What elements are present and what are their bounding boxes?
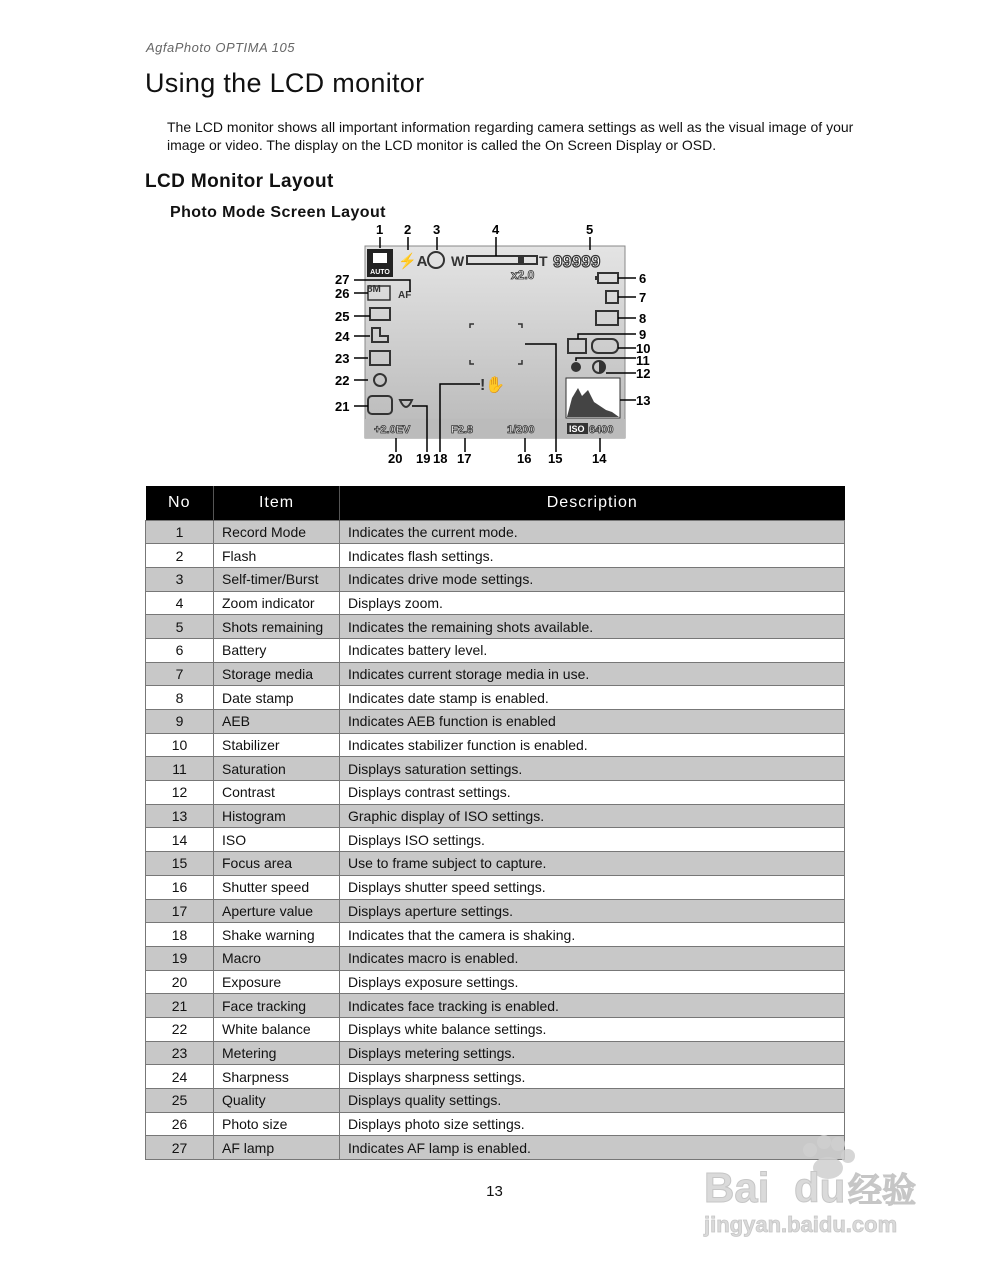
subsection-title: Photo Mode Screen Layout — [170, 204, 386, 221]
row-description: Indicates macro is enabled. — [340, 946, 845, 970]
row-no: 9 — [146, 710, 214, 734]
callout-21: 21 — [335, 399, 350, 414]
row-item: Zoom indicator — [214, 591, 340, 615]
row-description: Indicates the remaining shots available. — [340, 615, 845, 639]
watermark-brand2: du — [794, 1164, 846, 1211]
shutter-text: 1/200 — [507, 424, 535, 436]
callout-11: 11 — [636, 353, 650, 368]
osd-table — [145, 486, 845, 1160]
table-row — [146, 710, 845, 734]
table-row — [146, 520, 845, 544]
row-description: Displays sharpness settings. — [340, 1065, 845, 1089]
callout-27: 27 — [335, 272, 350, 287]
callout-3: 3 — [433, 222, 441, 237]
baidu-watermark — [700, 1130, 940, 1240]
row-no: 20 — [146, 970, 214, 994]
table-row — [146, 804, 845, 828]
table-row — [146, 994, 845, 1018]
row-description: Indicates stabilizer function is enabled. — [340, 733, 845, 757]
row-no: 12 — [146, 781, 214, 805]
row-no: 15 — [146, 852, 214, 876]
row-description: Indicates face tracking is enabled. — [340, 994, 845, 1018]
row-no: 21 — [146, 994, 214, 1018]
row-item: Contrast — [214, 781, 340, 805]
callout-10: 10 — [636, 341, 651, 356]
watermark-cn: 经验 — [848, 1172, 916, 1210]
row-item: Stabilizer — [214, 733, 340, 757]
callout-7: 7 — [639, 290, 647, 305]
table-row — [146, 638, 845, 662]
table-row — [146, 615, 845, 639]
af-lamp-text: AF — [398, 290, 412, 301]
table-row — [146, 733, 845, 757]
row-item: Battery — [214, 638, 340, 662]
row-description: Indicates drive mode settings. — [340, 567, 845, 591]
watermark-url: jingyan.baidu.com — [704, 1212, 898, 1237]
section-title: LCD Monitor Layout — [145, 171, 334, 192]
table-row — [146, 852, 845, 876]
row-description: Displays contrast settings. — [340, 781, 845, 805]
callout-8: 8 — [639, 311, 647, 326]
row-item: AF lamp — [214, 1136, 340, 1160]
table-row — [146, 1089, 845, 1113]
row-item: Exposure — [214, 970, 340, 994]
page-title: Using the LCD monitor — [145, 68, 425, 98]
callout-5: 5 — [586, 222, 594, 237]
aperture-text: F2.8 — [451, 424, 474, 436]
row-item: Face tracking — [214, 994, 340, 1018]
osd-diagram-svg — [330, 220, 660, 470]
row-description: Indicates date stamp is enabled. — [340, 686, 845, 710]
row-no: 27 — [146, 1136, 214, 1160]
row-item: Metering — [214, 1041, 340, 1065]
header-no: No — [146, 486, 214, 520]
row-description: Indicates current storage media in use. — [340, 662, 845, 686]
table-row — [146, 946, 845, 970]
callout-12: 12 — [636, 366, 651, 381]
row-no: 7 — [146, 662, 214, 686]
iso-value: 6400 — [589, 424, 614, 436]
row-no: 1 — [146, 520, 214, 544]
row-no: 6 — [146, 638, 214, 662]
row-item: Histogram — [214, 804, 340, 828]
row-no: 24 — [146, 1065, 214, 1089]
row-no: 3 — [146, 567, 214, 591]
watermark-brand: Bai — [704, 1164, 770, 1211]
row-item: Sharpness — [214, 1065, 340, 1089]
row-description: Displays metering settings. — [340, 1041, 845, 1065]
row-no: 22 — [146, 1017, 214, 1041]
callout-15: 15 — [548, 451, 563, 466]
table-row — [146, 1041, 845, 1065]
row-description: Displays shutter speed settings. — [340, 875, 845, 899]
table-row — [146, 757, 845, 781]
exposure-text: +2.0EV — [374, 424, 411, 436]
table-row — [146, 591, 845, 615]
table-row — [146, 544, 845, 568]
callout-9: 9 — [639, 327, 647, 342]
row-no: 25 — [146, 1089, 214, 1113]
zoom-ratio-text: x2.0 — [511, 268, 535, 282]
table-row — [146, 662, 845, 686]
row-item: ISO — [214, 828, 340, 852]
callout-23: 23 — [335, 351, 350, 366]
callout-14: 14 — [592, 451, 607, 466]
row-description: Indicates battery level. — [340, 638, 845, 662]
row-item: Aperture value — [214, 899, 340, 923]
photo-size-text: 8M — [367, 284, 381, 295]
row-item: Shake warning — [214, 923, 340, 947]
callout-4: 4 — [492, 222, 500, 237]
row-item: Photo size — [214, 1112, 340, 1136]
row-item: Shots remaining — [214, 615, 340, 639]
callout-25: 25 — [335, 309, 350, 324]
row-no: 17 — [146, 899, 214, 923]
row-description: Indicates flash settings. — [340, 544, 845, 568]
row-description: Indicates the current mode. — [340, 520, 845, 544]
svg-text:T: T — [539, 253, 548, 269]
row-item: Macro — [214, 946, 340, 970]
table-row — [146, 1065, 845, 1089]
row-item: Quality — [214, 1089, 340, 1113]
iso-label: ISO — [569, 424, 585, 434]
row-description: Displays photo size settings. — [340, 1112, 845, 1136]
row-no: 26 — [146, 1112, 214, 1136]
row-item: Date stamp — [214, 686, 340, 710]
row-description: Displays white balance settings. — [340, 1017, 845, 1041]
table-row — [146, 1017, 845, 1041]
row-item: Shutter speed — [214, 875, 340, 899]
row-description: Indicates AEB function is enabled — [340, 710, 845, 734]
row-item: Flash — [214, 544, 340, 568]
callout-22: 22 — [335, 373, 350, 388]
row-no: 16 — [146, 875, 214, 899]
header-description: Description — [340, 486, 845, 520]
row-description: Use to frame subject to capture. — [340, 852, 845, 876]
row-description: Displays exposure settings. — [340, 970, 845, 994]
table-row — [146, 970, 845, 994]
row-no: 23 — [146, 1041, 214, 1065]
row-item: Self-timer/Burst — [214, 567, 340, 591]
callout-19: 19 — [416, 451, 431, 466]
row-no: 2 — [146, 544, 214, 568]
osd-diagram — [330, 220, 660, 470]
shots-remaining-text: 99999 — [553, 252, 601, 271]
table-row — [146, 781, 845, 805]
callout-2: 2 — [404, 222, 412, 237]
callout-18: 18 — [433, 451, 448, 466]
callout-16: 16 — [517, 451, 532, 466]
shake-warning-icon: !✋ — [480, 377, 506, 394]
row-no: 10 — [146, 733, 214, 757]
callout-13: 13 — [636, 393, 651, 408]
callout-20: 20 — [388, 451, 403, 466]
table-row — [146, 828, 845, 852]
row-description: Displays ISO settings. — [340, 828, 845, 852]
table-row — [146, 923, 845, 947]
row-no: 19 — [146, 946, 214, 970]
row-item: Storage media — [214, 662, 340, 686]
header-item: Item — [214, 486, 340, 520]
row-no: 13 — [146, 804, 214, 828]
table-row — [146, 686, 845, 710]
row-description: Displays saturation settings. — [340, 757, 845, 781]
svg-text:W: W — [451, 253, 465, 269]
row-item: Record Mode — [214, 520, 340, 544]
row-item: AEB — [214, 710, 340, 734]
row-description: Graphic display of ISO settings. — [340, 804, 845, 828]
intro-paragraph: The LCD monitor shows all important information regarding camera settings as well as the visual image of your image or video. The display on the LCD monitor is called the On Screen Display or OSD. — [167, 119, 854, 153]
auto-label: AUTO — [370, 269, 390, 276]
row-description: Displays quality settings. — [340, 1089, 845, 1113]
header-brand: AgfaPhoto OPTIMA 105 — [146, 40, 295, 55]
flash-icon: ⚡A — [398, 253, 428, 270]
table-header-row — [146, 486, 845, 520]
row-description: Displays aperture settings. — [340, 899, 845, 923]
page-number: 13 — [486, 1183, 503, 1200]
callout-26: 26 — [335, 286, 350, 301]
row-item: White balance — [214, 1017, 340, 1041]
table-row — [146, 875, 845, 899]
row-no: 14 — [146, 828, 214, 852]
row-item: Saturation — [214, 757, 340, 781]
row-item: Focus area — [214, 852, 340, 876]
row-no: 5 — [146, 615, 214, 639]
row-no: 4 — [146, 591, 214, 615]
row-no: 18 — [146, 923, 214, 947]
callout-24: 24 — [335, 329, 350, 344]
row-no: 11 — [146, 757, 214, 781]
table-row — [146, 567, 845, 591]
row-description: Displays zoom. — [340, 591, 845, 615]
row-description: Indicates that the camera is shaking. — [340, 923, 845, 947]
row-no: 8 — [146, 686, 214, 710]
table-row — [146, 899, 845, 923]
saturation-icon — [571, 362, 581, 372]
callout-6: 6 — [639, 271, 647, 286]
callout-1: 1 — [376, 222, 384, 237]
callout-17: 17 — [457, 451, 472, 466]
row-description: Indicates AF lamp is enabled. — [340, 1136, 845, 1160]
